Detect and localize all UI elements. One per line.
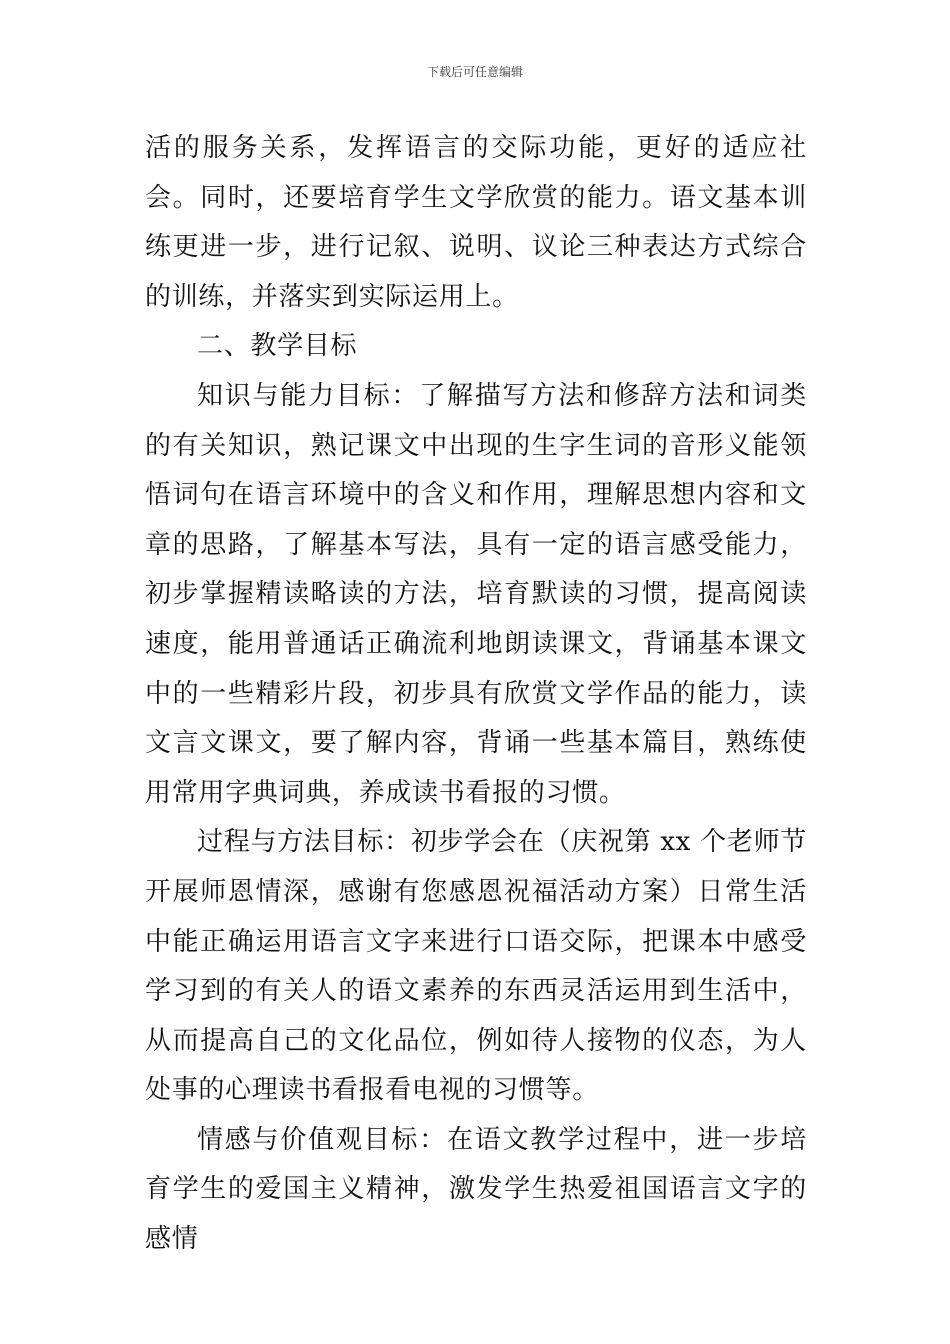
document-body <box>145 124 807 1265</box>
paragraph-knowledge-goals: 知识与能力目标：了解描写方法和修辞方法和词类的有关知识，熟记课文中出现的生字生词的音形义能领悟词句在语言环境中的含义和作用，理解思想内容和文章的思路，了解基本写法，具有一定的语言感受能力，初步掌握精读略读的方法，培育默读的习惯，提高阅读速度，能用普通话正确流利地朗读课文，背诵基本课文中的一些精彩片段，初步具有欣赏文学作品的能力，读文言文课文，要了解内容，背诵一些基本篇目，熟练使用常用字典词典，养成读书看报的习惯。 <box>145 380 807 808</box>
paragraph-continuation: 活的服务关系，发挥语言的交际功能，更好的适应社会。同时，还要培育学生文学欣赏的能力。语文基本训练更进一步，进行记叙、说明、议论三种表达方式综合的训练，并落实到实际运用上。 <box>145 133 807 312</box>
paragraph-process-goals: 过程与方法目标：初步学会在（庆祝第 xx 个老师节开展师恩情深，感谢有您感恩祝福活动方案）日常生活中能正确运用语言文字来进行口语交际，把课本中感受学习到的有关人的语文素养的东西灵活运用到生活中，从而提高自己的文化品位，例如待人接物的仪态，为人处事的心理读书看报看电视的习惯等。 <box>145 827 807 1106</box>
page-header: 下载后可任意编辑 <box>426 65 523 79</box>
paragraph-emotion-goals: 情感与价值观目标：在语文教学过程中，进一步培育学生的爱国主义精神，激发学生热爱祖国语言文字的感情 <box>145 1124 807 1255</box>
section-heading: 二、教学目标 <box>197 331 358 362</box>
